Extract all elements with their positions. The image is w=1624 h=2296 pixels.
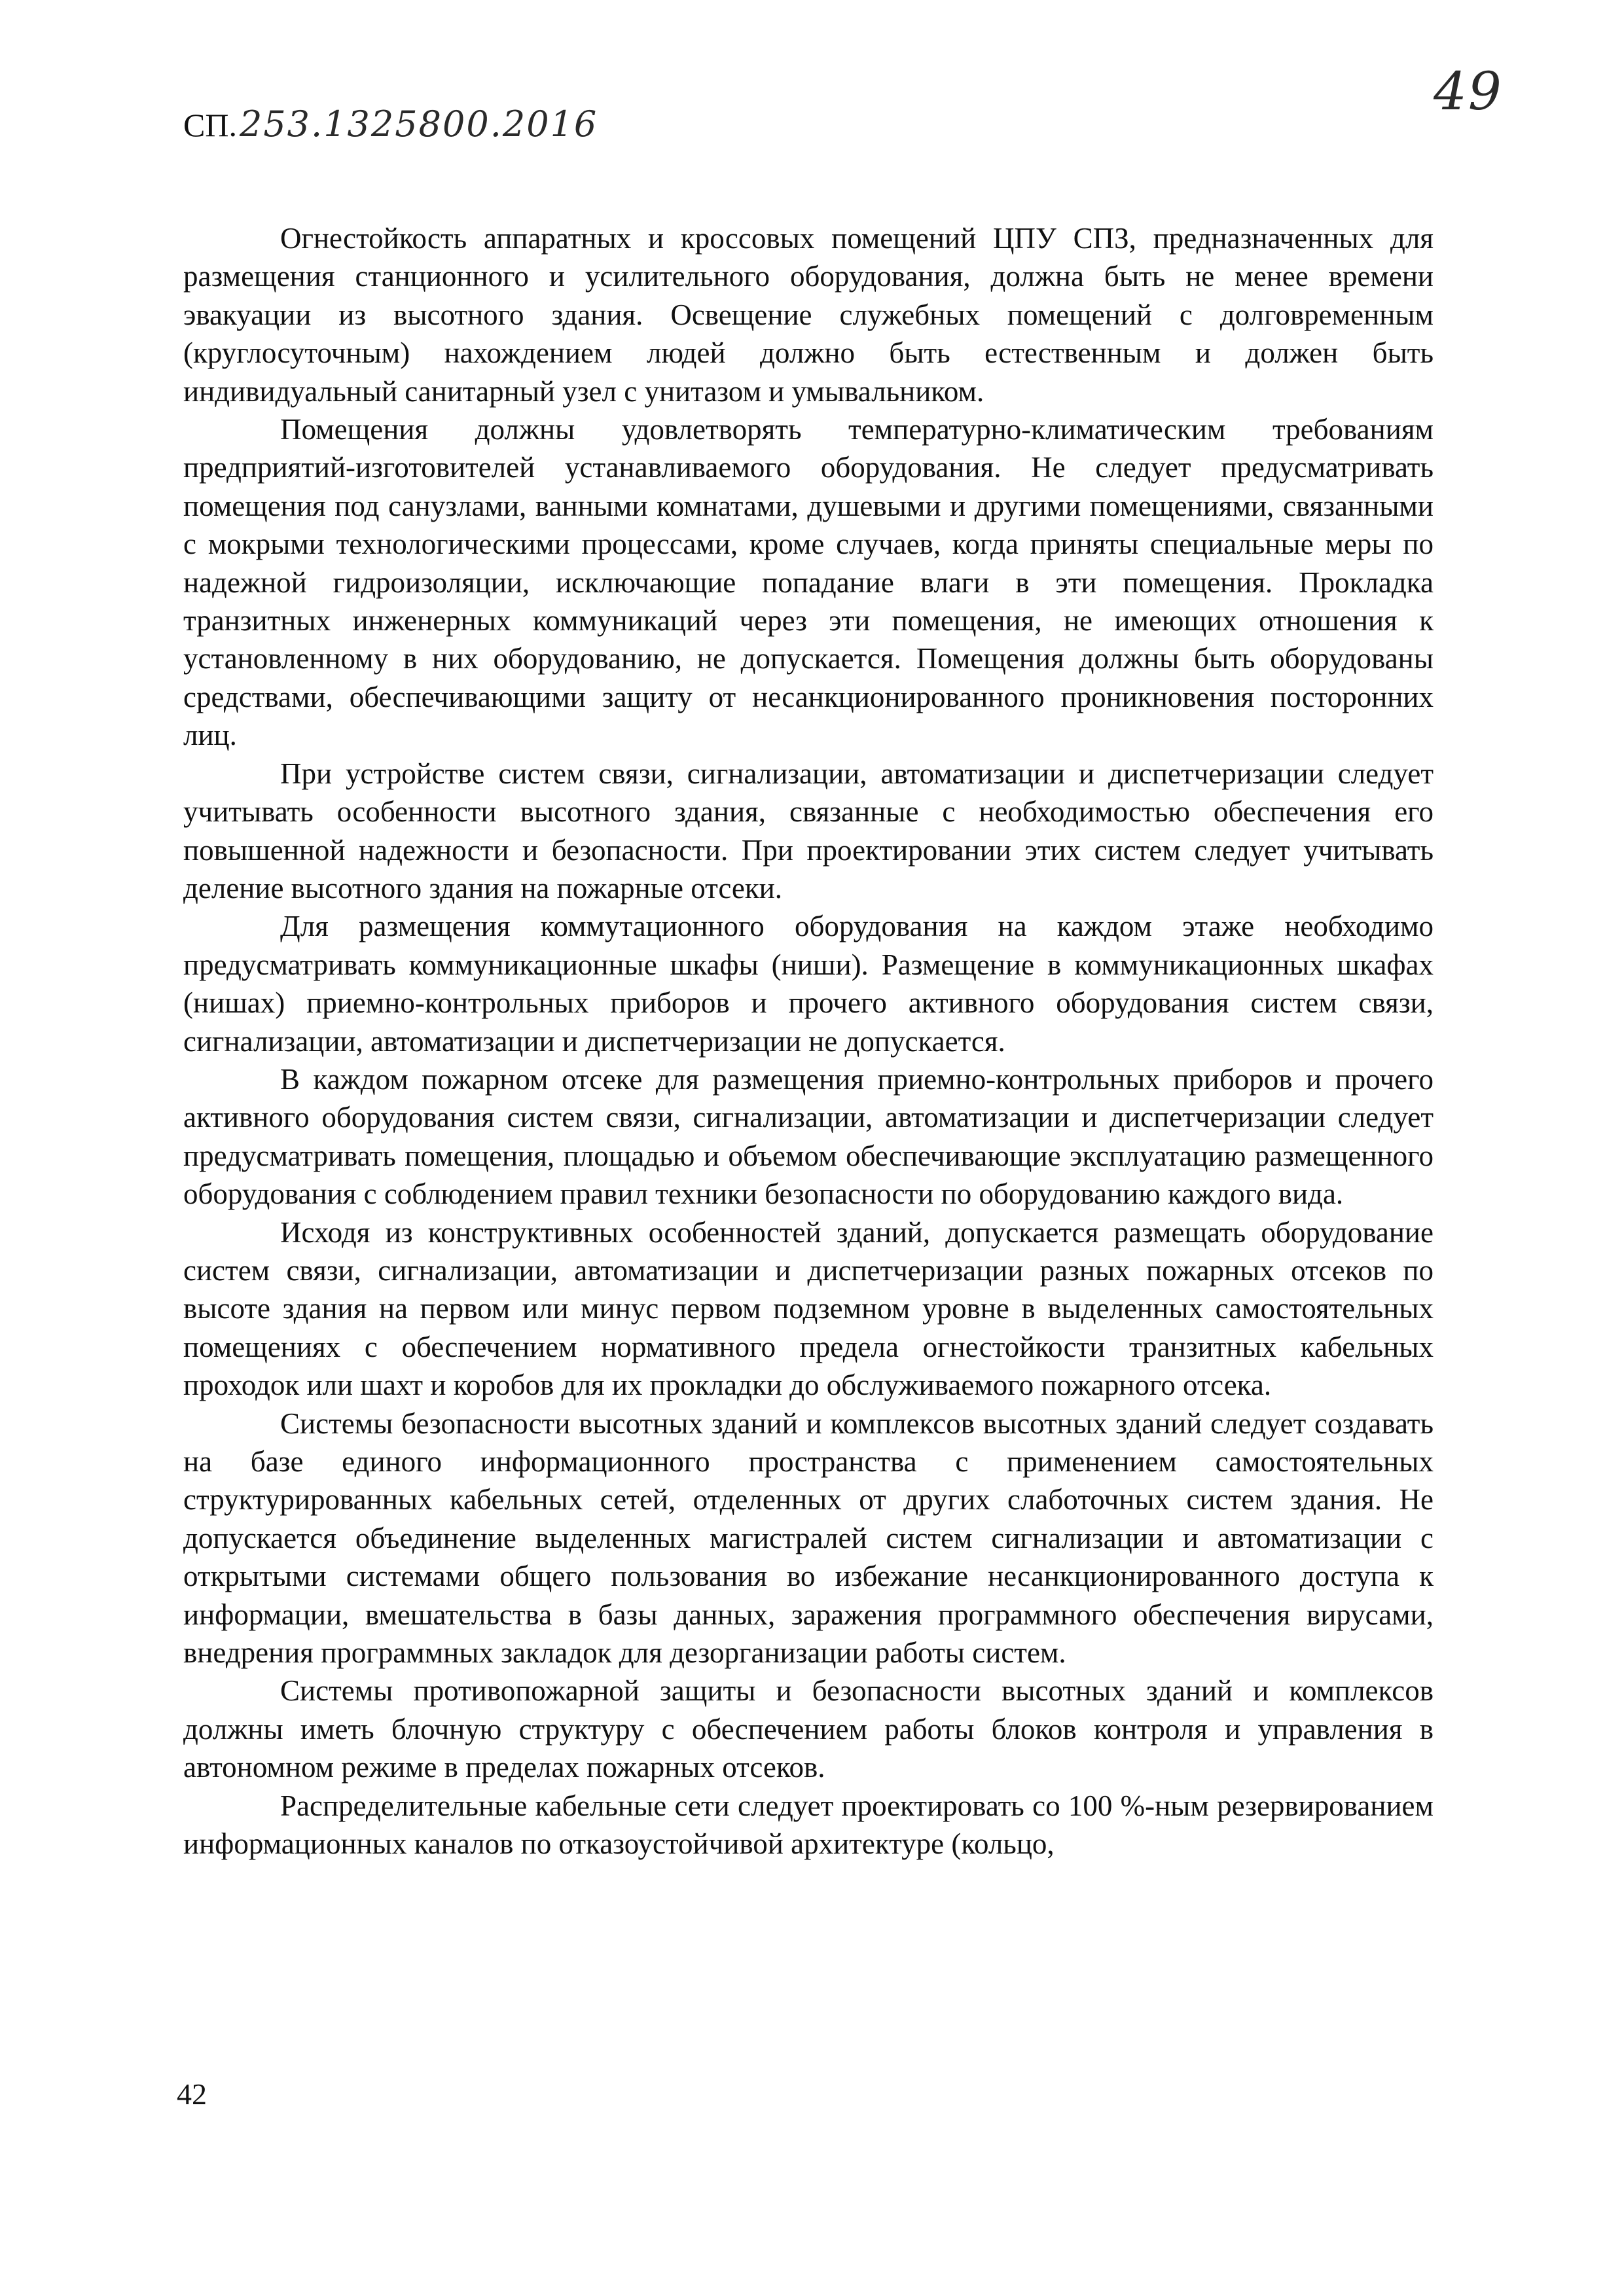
document-code-prefix: СП. xyxy=(183,107,237,143)
paragraph: Системы безопасности высотных зданий и комплексов высотных зданий следует создавать на базе единого информационного пространства с применением самостоятельных структурированных кабельных сетей, отделенных от других слаботочных систем здания. Не допускается объединение выделенных магистралей систем сигнализации и автоматизации с открытыми системами общего пользования во избежание несанкционированного доступа к информации, вмешательства в базы данных, заражения программного обеспечения вирусами, внедрения программных закладок для дезорганизации работы систем. xyxy=(183,1407,1434,1670)
document-body xyxy=(183,219,1434,1863)
document-code xyxy=(183,98,598,151)
paragraph: Огнестойкость аппаратных и кроссовых помещений ЦПУ СПЗ, предназначенных для размещения станционного и усилительного оборудования, должна быть не менее времени эвакуации из высотного здания. Освещение служебных помещений с долговременным (круглосуточным) нахождением людей должно быть естественным и должен быть индивидуальный санитарный узел с унитазом и умывальником. xyxy=(183,222,1434,408)
handwritten-page-mark: 49 xyxy=(1434,61,1503,122)
document-code-handwritten: 253.1325800.2016 xyxy=(239,103,598,145)
paragraph: При устройстве систем связи, сигнализации, автоматизации и диспетчеризации следует учитывать особенности высотного здания, связанные с необходимостью обеспечения его повышенной надежности и безопасности. При проектировании этих систем следует учитывать деление высотного здания на пожарные отсеки. xyxy=(183,757,1434,905)
paragraph: Системы противопожарной защиты и безопасности высотных зданий и комплексов должны иметь блочную структуру с обеспечением работы блоков контроля и управления в автономном режиме в пределах пожарных отсеков. xyxy=(183,1674,1434,1784)
page-number: 42 xyxy=(177,2077,207,2111)
paragraph: Помещения должны удовлетворять температурно-климатическим требованиям предприятий-изготовителей устанавливаемого оборудования. Не следует предусматривать помещения под санузлами, ванными комнатами, душевыми и другими помещениями, связанными с мокрыми технологическими процессами, кроме случаев, когда приняты специальные меры по надежной гидроизоляции, исключающие попадание влаги в эти помещения. Прокладка транзитных инженерных коммуникаций через эти помещения, не имеющих отношения к установленному в них оборудованию, не допускается. Помещения должны быть оборудованы средствами, обеспечивающими защиту от несанкционированного проникновения посторонних лиц. xyxy=(183,413,1434,752)
paragraph: Для размещения коммутационного оборудования на каждом этаже необходимо предусматривать коммуникационные шкафы (ниши). Размещение в коммуникационных шкафах (нишах) приемно-контрольных приборов и прочего активного оборудования систем связи, сигнализации, автоматизации и диспетчеризации не допускается. xyxy=(183,910,1434,1058)
paragraph: В каждом пожарном отсеке для размещения приемно-контрольных приборов и прочего активного оборудования систем связи, сигнализации, автоматизации и диспетчеризации следует предусматривать помещения, площадью и объемом обеспечивающие эксплуатацию размещенного оборудования с соблюдением правил техники безопасности по оборудованию каждого вида. xyxy=(183,1062,1434,1211)
paragraph: Распределительные кабельные сети следует проектировать со 100 %-ным резервированием информационных каналов по отказоустойчивой архитектуре (кольцо, xyxy=(183,1789,1434,1861)
paragraph: Исходя из конструктивных особенностей зданий, допускается размещать оборудование систем связи, сигнализации, автоматизации и диспетчеризации разных пожарных отсеков по высоте здания на первом или минус первом подземном уровне в выделенных самостоятельных помещениях с обеспечением нормативного предела огнестойкости транзитных кабельных проходок или шахт и коробов для их прокладки до обслуживаемого пожарного отсека. xyxy=(183,1215,1434,1402)
